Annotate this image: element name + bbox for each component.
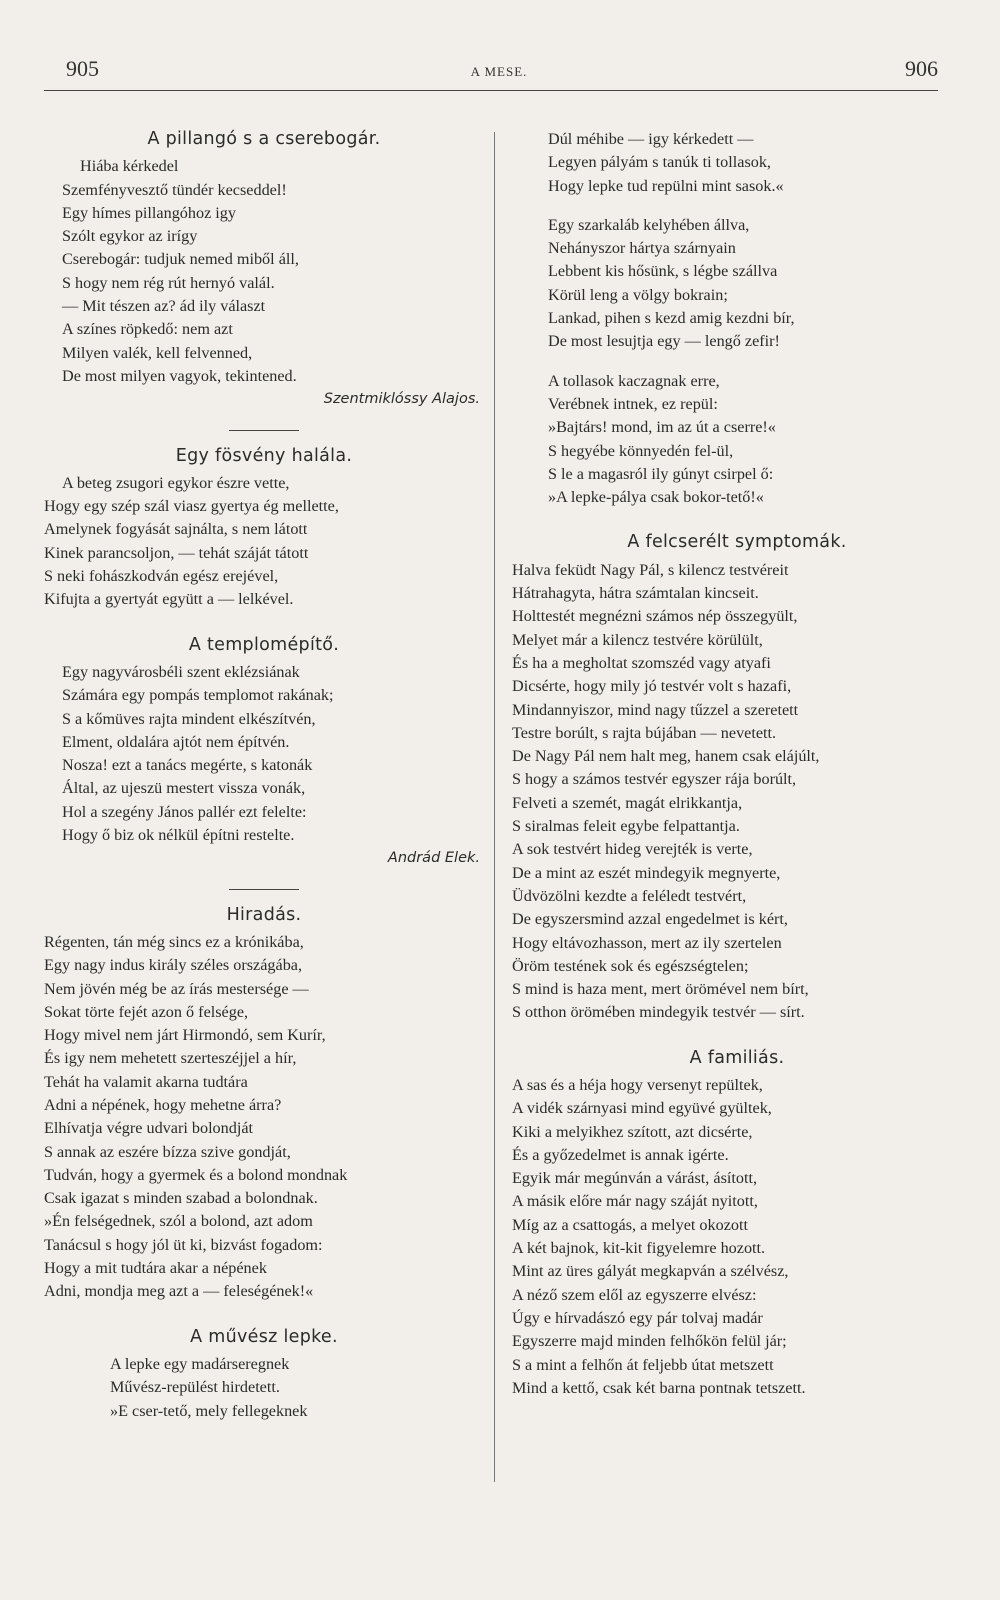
poem-line: Hogy eltávozhasson, mert az ily szertelen [512,933,782,952]
poem-line: Egy hímes pillangóhoz igy [62,203,236,222]
poem-line: S hogy a számos testvér egyszer rája borúlt, [512,770,797,789]
poem-line: Kifujta a gyertyát együtt a — lelkével. [44,590,294,609]
page-header [60,56,938,88]
poem-body [512,1074,962,1400]
poem-line: Dúl méhibe — igy kérkedett — [548,130,754,148]
poem-line: Adni, mondja meg azt a — feleségének!« [44,1282,314,1301]
section-separator [229,430,299,431]
poem-line: Hogy ő biz ok nélkül építni restelte. [62,826,295,845]
poem-line: Egy szarkaláb kelyhében állva, [548,215,750,234]
poem-line: S neki fohászkodván egész erejével, [44,567,279,586]
poem-line: Számára egy pompás templomot rakának; [62,686,334,705]
poem-author: Andrád Elek. [387,850,480,867]
header-rule [44,90,938,91]
poem-line: A sok testvért hideg verejték is verte, [512,840,753,859]
poem-line: A sas és a héja hogy versenyt repültek, [512,1075,763,1094]
poem-line: Hogy mivel nem járt Hirmondó, sem Kurír, [44,1026,326,1045]
poem-body [512,559,962,1025]
poem-line: Mind a kettő, csak két barna pontnak tetszett. [512,1378,806,1397]
poem-continuation [512,128,962,509]
poem-line: Verébnek intnek, ez repül: [548,394,718,413]
poem-line: Hátrahagyta, hátra számtalan kincseit. [512,584,759,603]
poem-line: Sokat törte fejét azon ő felsége, [44,1002,249,1021]
poem-line: De most milyen vagyok, tekintened. [62,366,297,385]
poem-line: Kiki a melyikhez szított, azt dicsérte, [512,1122,753,1141]
column-divider [494,132,495,1482]
poem-line: Szemfényvesztő tündér kecseddel! [62,180,287,199]
poem-body [44,155,484,388]
poem-title: Egy fösvény halála. [175,445,353,466]
poem-line: S otthon örömében mindegyik testvér — sírt. [512,1003,805,1022]
poem-line: S a mint a felhőn át feljebb útat metszett [512,1355,774,1374]
poem-line: Egy nagy indus király széles országába, [44,956,303,975]
right-page-number: 906 [905,56,938,81]
poem-line: A tollasok kaczagnak erre, [548,371,720,390]
poem-line: A néző szem elől az egyszerre elvész: [512,1285,757,1304]
poem-line: A két bajnok, kit-kit figyelemre hozott. [512,1239,766,1258]
running-title: A MESE. [470,64,528,79]
poem-line: Egyik már megúnván a várást, ásított, [512,1169,757,1188]
left-column [44,128,484,1423]
poem-line: Felveti a szemét, magát elrikkantja, [512,793,743,812]
poem-line: És a győzedelmet is annak igérte. [512,1145,729,1164]
poem-line: Elment, oldalára ajtót nem építvén. [62,732,290,751]
poem-line: S a kőmüves rajta mindent elkészítvén, [62,709,316,728]
spacer [44,612,484,634]
poem-title: A pillangó s a cserebogár. [147,129,381,149]
spacer [512,509,962,531]
poem-line: Kinek parancsoljon, — tehát száját tátott [44,543,309,562]
poem-line: Egyszerre majd minden felhőkön felül jár; [512,1332,787,1351]
poem-line: »E cser-tető, mely fellegeknek [110,1401,308,1420]
poem-line: S hegyébe könnyedén fel-ül, [548,441,734,460]
stanza-gap [512,354,962,370]
poem-line: Öröm testének sok és egészségtelen; [512,956,749,975]
right-column [512,128,962,1400]
poem-line: Úgy e hírvadászó egy pár tolvaj madár [512,1308,763,1327]
poem-line: Lebbent kis hősünk, s légbe szállva [548,262,778,281]
poem-line: Hol a szegény János pallér ezt felelte: [62,802,307,821]
poem-line: Körül leng a völgy bokrain; [548,285,728,304]
poem-title: A familiás. [689,1047,785,1068]
poem-title: A felcserélt symptomák. [627,532,847,553]
poem-line: De most lesujtja egy — lengő zefir! [548,332,780,351]
poem-line: Cserebogár: tudjuk nemed miből áll, [62,250,299,269]
poem-line: Nehányszor hártya szárnyain [548,239,736,258]
poem-line: Elhívatja végre udvari bolondját [44,1119,254,1138]
poem-title: A templomépítő. [188,634,340,655]
poem-body [44,472,484,612]
poem-line: Csak igazat s minden szabad a bolondnak. [44,1189,318,1208]
poem-title: Hiradás. [226,904,302,925]
poem-line: De Nagy Pál nem halt meg, hanem csak elájúlt, [512,747,820,766]
poem-line: S mind is haza ment, mert örömével nem bírt, [512,980,809,999]
poem-line: Hiába kérkedel [80,157,179,176]
section-separator [229,889,299,890]
poem-line: »Én felségednek, szól a bolond, azt adom [44,1212,313,1231]
poem-line: Szólt egykor az irígy [62,227,198,246]
poem-line: Tehát ha valamit akarna tudtára [44,1072,248,1091]
poem-line: Által, az ujeszü mestert vissza vonák, [62,779,306,798]
poem-line: Mindannyiszor, mind nagy tűzzel a szeretett [512,700,799,719]
poem-line: — Mit tészen az? ád ily választ [62,297,266,316]
poem-line: Adni a népének, hogy mehetne árra? [44,1095,282,1114]
poem-line: Nosza! ezt a tanács megérte, s katonák [62,756,313,775]
poem-line: S annak az eszére bízza szive gondját, [44,1142,291,1161]
poem-line: S hogy nem rég rút hernyó valál. [62,273,275,292]
poem-line: Dicsérte, hogy mily jó testvér volt s hazafi, [512,677,792,696]
poem-line: Mint az üres gályát megkapván a szélvész, [512,1262,789,1281]
poem-line: Testre borúlt, s rajta bújában — nevetett. [512,723,777,742]
poem-line: Nem jövén még be az írás mestersége — [44,979,309,998]
poem-body [44,1353,484,1423]
stanza-gap [512,198,962,214]
poem-line: És ha a megholtat szomszéd vagy atyafi [512,653,771,672]
poem-line: »A lepke-pálya csak bokor-tető!« [548,488,764,507]
left-page-number: 905 [66,56,99,81]
poem-line: Egy nagyvárosbéli szent eklézsiának [62,662,300,681]
poem-line: És igy nem mehetett szerteszéjjel a hír, [44,1049,297,1068]
poem-line: Hogy lepke tud repülni mint sasok.« [548,176,784,195]
poem-line: Legyen pályám s tanúk ti tollasok, [548,153,771,172]
poem-title: A művész lepke. [190,1326,338,1347]
poem-line: S le a magasról ily gúnyt csirpel ő: [548,464,774,483]
poem-line: Hogy egy szép szál viasz gyertya ég mellette, [44,497,339,516]
poem-line: »Bajtárs! mond, im az út a cserre!« [548,418,776,437]
poem-line: A színes röpkedő: nem azt [62,320,233,339]
poem-line: Milyen valék, kell felvenned, [62,343,253,362]
poem-line: Amelynek fogyását sajnálta, s nem látott [44,520,308,539]
poem-body [44,931,484,1304]
poem-line: S siralmas feleit egybe felpattantja. [512,817,740,836]
poem-line: Tanácsul s hogy jól üt ki, bizvást fogadom: [44,1235,323,1254]
poem-line: Halva feküdt Nagy Pál, s kilencz testvéreit [512,560,789,579]
poem-body [44,661,484,847]
spacer [44,1304,484,1326]
poem-line: Holttestét megnézni számos nép összegyült, [512,607,798,626]
poem-line: De a mint az eszét mindegyik megnyerte, [512,863,781,882]
poem-line: Melyet már a kilencz testvére körülült, [512,630,763,649]
poem-line: Hogy a mit tudtára akar a népének [44,1259,267,1278]
poem-line: Régenten, tán még sincs ez a krónikába, [44,932,304,951]
poem-line: A lepke egy madárseregnek [110,1354,290,1373]
poem-line: Művész-repülést hirdetett. [110,1378,280,1397]
poem-line: A vidék szárnyasi mind együvé gyültek, [512,1099,772,1118]
poem-line: Tudván, hogy a gyermek és a bolond mondnak [44,1165,348,1184]
poem-line: A másik előre már nagy száját nyitott, [512,1192,758,1211]
poem-line: A beteg zsugori egykor észre vette, [62,473,290,492]
poem-author: Szentmiklóssy Alajos. [323,391,480,408]
poem-line: Lankad, pihen s kezd amig kezdni bír, [548,309,795,328]
poem-line: Üdvözölni kezdte a feléledt testvért, [512,886,747,905]
poem-line: Míg az a csattogás, a melyet okozott [512,1215,748,1234]
spacer [512,1025,962,1047]
poem-line: De egyszersmind azzal engedelmet is kért, [512,910,788,929]
